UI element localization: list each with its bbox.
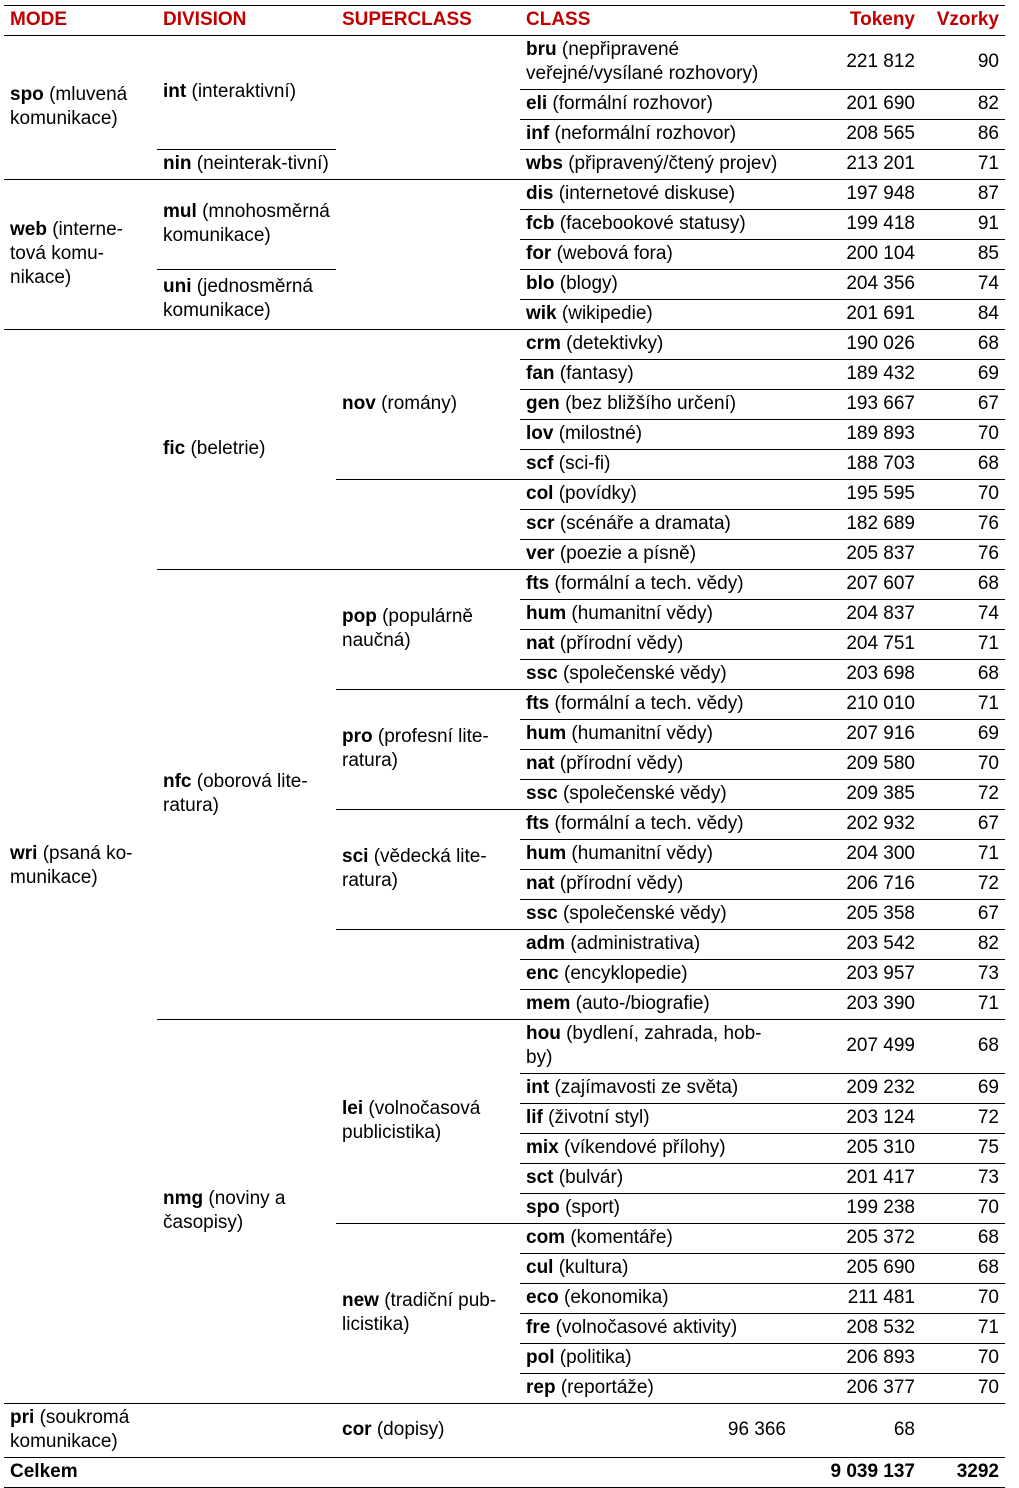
tokens-cell: 206 893 [792,1344,921,1374]
tokens-cell: 208 565 [792,120,921,150]
samples-cell: 72 [921,780,1005,810]
class-cell: int (zajímavosti ze světa) [520,1074,792,1104]
class-cell: adm (administrativa) [520,930,792,960]
samples-cell: 71 [921,840,1005,870]
samples-cell: 82 [921,90,1005,120]
total-label: Celkem [4,1458,157,1488]
samples-cell: 73 [921,1164,1005,1194]
tokens-cell: 96 366 [520,1404,792,1458]
superclass-cell: sci (vědecká lite-ratura) [336,810,520,930]
header-row [4,6,1005,36]
table-row [4,36,1005,90]
division-cell: mul (mnohosměrná komunikace) [157,180,336,270]
class-cell: lif (životní styl) [520,1104,792,1134]
header-mode: MODE [4,6,157,36]
tokens-cell: 193 667 [792,390,921,420]
samples-cell: 70 [921,1374,1005,1404]
tokens-cell: 199 238 [792,1194,921,1224]
mode-cell: spo (mluvená komunikace) [4,36,157,180]
superclass-cell: nov (romány) [336,330,520,480]
tokens-cell: 189 432 [792,360,921,390]
tokens-cell: 205 358 [792,900,921,930]
samples-cell: 71 [921,990,1005,1020]
samples-cell: 71 [921,150,1005,180]
header-tokens: Tokeny [792,6,921,36]
class-cell: fan (fantasy) [520,360,792,390]
samples-cell: 72 [921,870,1005,900]
tokens-cell: 205 690 [792,1254,921,1284]
tokens-cell: 207 499 [792,1020,921,1074]
mode-cell: wri (psaná ko-munikace) [4,330,157,1404]
samples-cell: 68 [921,1224,1005,1254]
class-cell: rep (reportáže) [520,1374,792,1404]
tokens-cell: 199 418 [792,210,921,240]
samples-cell: 72 [921,1104,1005,1134]
class-cell: ssc (společenské vědy) [520,660,792,690]
tokens-cell: 200 104 [792,240,921,270]
tokens-cell: 209 580 [792,750,921,780]
header-class: CLASS [520,6,792,36]
class-cell: sct (bulvár) [520,1164,792,1194]
corpus-composition-table [4,5,1005,1488]
table-row [4,330,1005,360]
samples-cell: 73 [921,960,1005,990]
class-cell: com (komentáře) [520,1224,792,1254]
samples-cell: 70 [921,1194,1005,1224]
samples-cell: 85 [921,240,1005,270]
superclass-cell: lei (volnočasová publicistika) [336,1020,520,1224]
class-cell: fts (formální a tech. vědy) [520,690,792,720]
tokens-cell: 204 751 [792,630,921,660]
samples-cell: 82 [921,930,1005,960]
header-division: DIVISION [157,6,336,36]
total-row [4,1458,1005,1488]
header-superclass: SUPERCLASS [336,6,520,36]
tokens-cell: 197 948 [792,180,921,210]
samples-cell: 68 [921,660,1005,690]
tokens-cell: 203 957 [792,960,921,990]
class-cell: hum (humanitní vědy) [520,600,792,630]
superclass-cell-empty [336,36,520,180]
samples-cell: 90 [921,36,1005,90]
tokens-cell: 188 703 [792,450,921,480]
class-cell: nat (přírodní vědy) [520,630,792,660]
table-row [4,1404,1005,1458]
class-cell: nat (přírodní vědy) [520,870,792,900]
tokens-cell: 205 837 [792,540,921,570]
superclass-cell-empty [336,180,520,330]
samples-cell: 87 [921,180,1005,210]
tokens-cell: 206 377 [792,1374,921,1404]
tokens-cell: 203 698 [792,660,921,690]
samples-cell: 68 [921,1020,1005,1074]
division-cell: nmg (noviny a časopisy) [157,1020,336,1404]
class-cell: hou (bydlení, zahrada, hob-by) [520,1020,792,1074]
tokens-cell: 201 417 [792,1164,921,1194]
samples-cell: 68 [921,450,1005,480]
class-cell: lov (milostné) [520,420,792,450]
tokens-cell: 207 916 [792,720,921,750]
superclass-cell: pro (profesní lite-ratura) [336,690,520,810]
class-cell: eli (formální rozhovor) [520,90,792,120]
superclass-cell: pop (populárně naučná) [336,570,520,690]
superclass-cell-empty [157,1404,336,1458]
tokens-cell: 203 542 [792,930,921,960]
division-cell: int (interaktivní) [157,36,336,150]
tokens-cell: 204 300 [792,840,921,870]
tokens-cell: 203 390 [792,990,921,1020]
class-cell: ssc (společenské vědy) [520,900,792,930]
samples-cell: 68 [921,570,1005,600]
division-cell: pri (soukromá komunikace) [4,1404,157,1458]
class-cell: for (webová fora) [520,240,792,270]
total-tokens: 9 039 137 [792,1458,921,1488]
class-cell: fts (formální a tech. vědy) [520,810,792,840]
header-samples: Vzorky [921,6,1005,36]
tokens-cell: 210 010 [792,690,921,720]
samples-cell: 67 [921,810,1005,840]
samples-cell: 71 [921,630,1005,660]
samples-cell: 84 [921,300,1005,330]
class-cell: bru (nepřipravené veřejné/vysílané rozhovory) [520,36,792,90]
division-cell: nin (neinterak-tivní) [157,150,336,180]
class-cell: fts (formální a tech. vědy) [520,570,792,600]
samples-cell: 76 [921,540,1005,570]
class-cell: ssc (společenské vědy) [520,780,792,810]
samples-cell: 69 [921,1074,1005,1104]
class-cell: eco (ekonomika) [520,1284,792,1314]
class-cell: ver (poezie a písně) [520,540,792,570]
samples-cell: 71 [921,1314,1005,1344]
samples-cell: 68 [921,330,1005,360]
mode-cell: web (interne-tová komu-nikace) [4,180,157,330]
tokens-cell: 202 932 [792,810,921,840]
tokens-cell: 189 893 [792,420,921,450]
class-cell: col (povídky) [520,480,792,510]
class-cell: enc (encyklopedie) [520,960,792,990]
tokens-cell: 190 026 [792,330,921,360]
division-cell: uni (jednosměrná komunikace) [157,270,336,330]
samples-cell: 68 [921,1254,1005,1284]
class-cell: dis (internetové diskuse) [520,180,792,210]
samples-cell: 71 [921,690,1005,720]
samples-cell: 70 [921,1344,1005,1374]
samples-cell: 74 [921,270,1005,300]
class-cell: hum (humanitní vědy) [520,840,792,870]
samples-cell: 91 [921,210,1005,240]
class-cell: spo (sport) [520,1194,792,1224]
class-cell: scf (sci-fi) [520,450,792,480]
class-cell: mix (víkendové přílohy) [520,1134,792,1164]
tokens-cell: 203 124 [792,1104,921,1134]
class-cell: inf (neformální rozhovor) [520,120,792,150]
tokens-cell: 209 232 [792,1074,921,1104]
class-cell: cor (dopisy) [336,1404,520,1458]
superclass-cell: new (tradiční pub-licistika) [336,1224,520,1404]
tokens-cell: 221 812 [792,36,921,90]
tokens-cell: 201 690 [792,90,921,120]
class-cell: fre (volnočasové aktivity) [520,1314,792,1344]
tokens-cell: 204 837 [792,600,921,630]
class-cell: wik (wikipedie) [520,300,792,330]
class-cell: nat (přírodní vědy) [520,750,792,780]
tokens-cell: 204 356 [792,270,921,300]
samples-cell: 69 [921,360,1005,390]
class-cell: hum (humanitní vědy) [520,720,792,750]
samples-cell: 70 [921,420,1005,450]
samples-cell: 67 [921,390,1005,420]
tokens-cell: 206 716 [792,870,921,900]
tokens-cell: 211 481 [792,1284,921,1314]
division-cell: nfc (oborová lite-ratura) [157,570,336,1020]
class-cell: crm (detektivky) [520,330,792,360]
tokens-cell: 205 310 [792,1134,921,1164]
samples-cell: 67 [921,900,1005,930]
tokens-cell: 209 385 [792,780,921,810]
samples-cell: 68 [792,1404,921,1458]
samples-cell: 75 [921,1134,1005,1164]
class-cell: gen (bez bližšího určení) [520,390,792,420]
tokens-cell: 195 595 [792,480,921,510]
class-cell: fcb (facebookové statusy) [520,210,792,240]
class-cell: scr (scénáře a dramata) [520,510,792,540]
tokens-cell: 182 689 [792,510,921,540]
class-cell: wbs (připravený/čtený projev) [520,150,792,180]
samples-cell: 74 [921,600,1005,630]
division-cell: fic (beletrie) [157,330,336,570]
samples-cell: 70 [921,750,1005,780]
class-cell: pol (politika) [520,1344,792,1374]
tokens-cell: 201 691 [792,300,921,330]
samples-cell: 69 [921,720,1005,750]
samples-cell: 76 [921,510,1005,540]
table-row [4,180,1005,210]
tokens-cell: 208 532 [792,1314,921,1344]
total-samples: 3292 [921,1458,1005,1488]
tokens-cell: 207 607 [792,570,921,600]
tokens-cell: 205 372 [792,1224,921,1254]
class-cell: blo (blogy) [520,270,792,300]
class-cell: cul (kultura) [520,1254,792,1284]
class-cell: mem (auto-/biografie) [520,990,792,1020]
samples-cell: 86 [921,120,1005,150]
superclass-cell-empty [336,930,520,1020]
superclass-cell-empty [336,480,520,570]
samples-cell: 70 [921,1284,1005,1314]
tokens-cell: 213 201 [792,150,921,180]
samples-cell: 70 [921,480,1005,510]
